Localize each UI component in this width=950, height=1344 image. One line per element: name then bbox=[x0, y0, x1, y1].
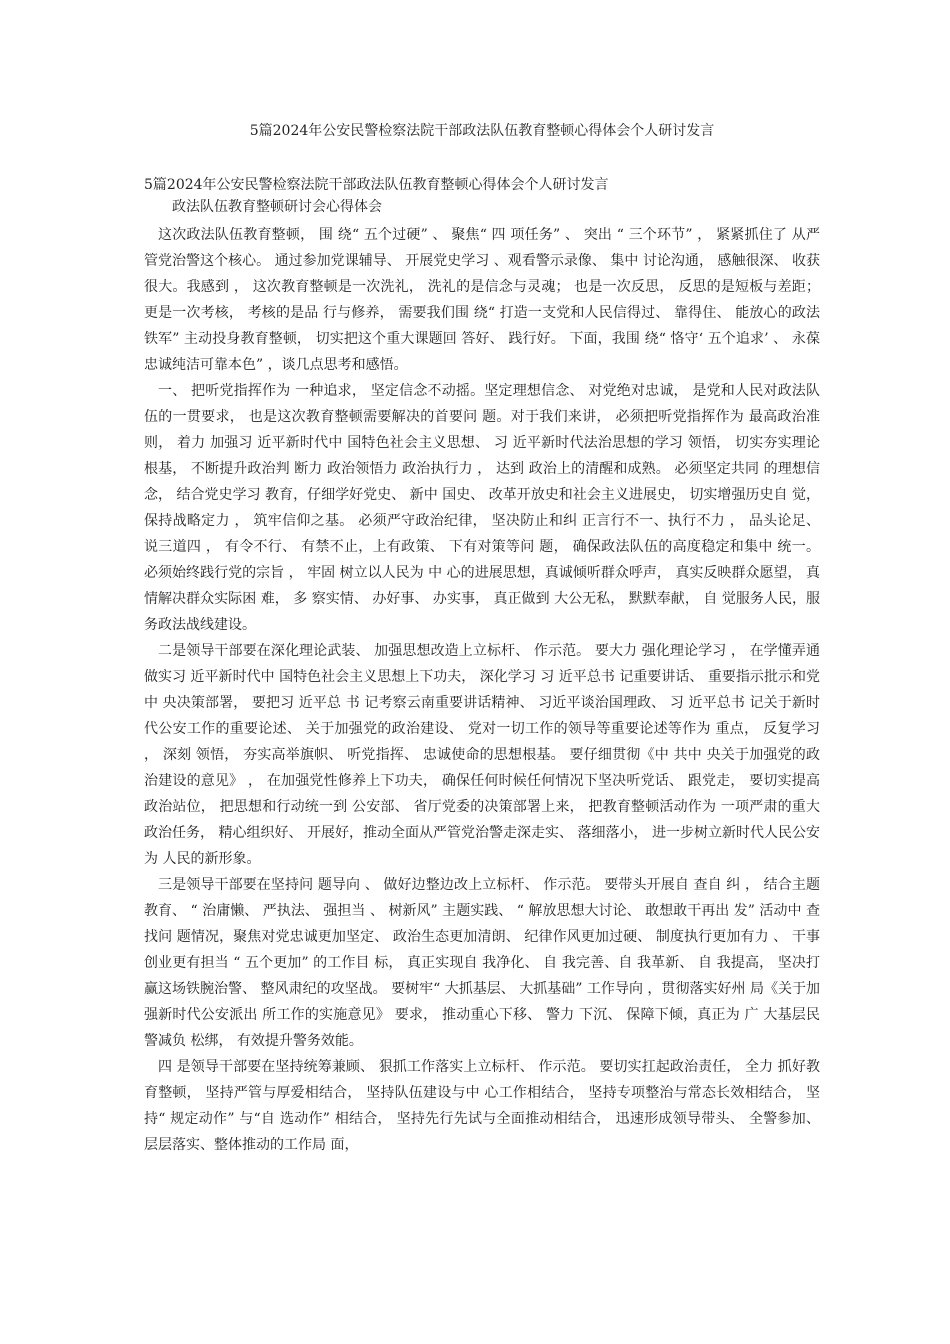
paragraph-point-four: 四 是领导干部要在坚持统筹兼顾、 狠抓工作落实上立标杆、 作示范。 要切实扛起政治责任， 全力 抓好教育整顿， 坚持严管与厚爱相结合， 坚持队伍建设与中 心工作相结合， 坚持专项整治与常态长效相结合， 坚持“ 规定动作” 与“自 选动作” 相结合， 坚持先行先试与全面推动相结合， 迅速形成领导带头、 全警参加、 层层落实、整体推动的工作局 面， bbox=[144, 1059, 820, 1153]
document-title: 5篇2024年公安民警检察法院干部政法队伍教育整顿心得体会个人研讨发言 bbox=[249, 123, 715, 139]
paragraph-intro: 这次政法队伍教育整顿， 围 绕“ 五个过硬” 、 聚焦“ 四 项任务” 、 突出 “ 三个环节” ， 紧紧抓住了 从严管党治警这个核心。 通过参加党课辅导、 开展党史学习 、观看警示录像、 集中 讨论沟通， 感触很深、 收获很大。我感到 ， 这次教育整顿是一次洗礼， 洗礼的是信念与灵魂； 也是一次反思， 反思的是短板与差距； 更是一次考核， 考核的是品 行与修养， 需要我们围 绕“ 打造一支党和人民信得过、 靠得住、 能放心的政法铁军” 主动投身教育整顿， 切实把这个重大课题回 答好、 践行好。 下面，我围 绕“ 恪守‘ 五个追求’ 、 永葆忠诚纯洁可靠本色” ，谈几点思考和感悟。 bbox=[144, 227, 820, 373]
paragraph-point-one: 一、 把听党指挥作为 一种追求， 坚定信念不动摇。坚定理想信念、 对党绝对忠诚， 是党和人民对政法队伍的一贯要求， 也是这次教育整顿需要解决的首要问 题。对于我们来讲， 必须把听党指挥作为 最高政治准则， 着力 加强习 近平新时代中 国特色社会主义思想、 习 近平新时代法治思想的学习 领悟， 切实夯实理论根基， 不断提升政治判 断力 政治领悟力 政治执行力 ， 达到 政治上的清醒和成熟。 必须坚定共同 的理想信念， 结合党史学习 教育，仔细学好党史、 新中 国史、 改革开放史和社会主义进展史， 切实增强历史自 觉， 保持战略定力 ， 筑牢信仰之基。 必须严守政治纪律， 坚决防止和纠 正言行不一、执行不力 ， 品头论足、 说三道四 ， 有令不行、 有禁不止，上有政策、 下有对策等问 题， 确保政法队伍的高度稳定和集中 统一。 必须始终践行党的宗旨 ， 牢固 树立以人民为 中 心的进展思想，真诚倾听群众呼声， 真实反映群众愿望， 真情解决群众实际困 难， 多 察实情、 办好事、 办实事， 真正做到 大公无私， 默默奉献， 自 觉服务人民，服务政法战线建设。 bbox=[144, 383, 820, 633]
paragraph-point-three: 三是领导干部要在坚持问 题导向 、 做好边整边改上立标杆、 作示范。 要带头开展自 查自 纠 ， 结合主题教育、 “ 治庸懒、 严执法、 强担当 、 树新风” 主题实践、 “ 解放思想大讨论、 敢想敢干再出 发” 活动中 查找问 题情况，聚焦对党忠诚更加坚定、 政治生态更加清朗、 纪律作风更加过硬、 制度执行更加有力 、 干事创业更有担当 “ 五个更加” 的工作目 标， 真正实现自 我净化、 自 我完善、自 我革新、 自 我提高， 坚决打赢这场铁腕治警、 整风肃纪的攻坚战。 要树牢“ 大抓基层、 大抓基础” 工作导向 ，贯彻落实好州 局《关于加强新时代公安派出 所工作的实施意见》 要求， 推动重心下移、 警力 下沉、 保障下倾，真正为 广 大基层民警减负 松绑， 有效提升警务效能。 bbox=[144, 877, 820, 1049]
paragraph-point-two: 二是领导干部要在深化理论武装、 加强思想改造上立标杆、 作示范。 要大力 强化理论学习 ， 在学懂弄通做实习 近平新时代中 国特色社会主义思想上下功夫， 深化学习 习 近平总书 记重要讲话、 重要指示批示和党中 央决策部署， 要把习 近平总 书 记考察云南重要讲话精神、 习近平谈治国理政、 习 近平总书 记关于新时代公安工作的重要论述、 关于加强党的政治建设、 党对一切工作的领导等重要论述等作为 重点， 反复学习 ， 深刻 领悟， 夯实高举旗帜、 听党指挥、 忠诚使命的思想根基。 要仔细贯彻《中 共中 央关于加强党的政治建设的意见》 ， 在加强党性修养上下功夫， 确保任何时候任何情况下坚决听党话、 跟党走， 要切实提高政治站位， 把思想和行动统一到 公安部、 省厅党委的决策部署上来， 把教育整顿活动作为 一项严肃的重大政治任务， 精心组织好、 开展好，推动全面从严管党治警走深走实、 落细落小， 进一步树立新时代人民公安为 人民的新形象。 bbox=[144, 643, 820, 867]
document-subtitle: 5篇2024年公安民警检察法院干部政法队伍教育整顿心得体会个人研讨发言 bbox=[144, 177, 609, 193]
section-heading: 政法队伍教育整顿研讨会心得体会 bbox=[172, 199, 382, 215]
document-page bbox=[144, 120, 820, 1158]
